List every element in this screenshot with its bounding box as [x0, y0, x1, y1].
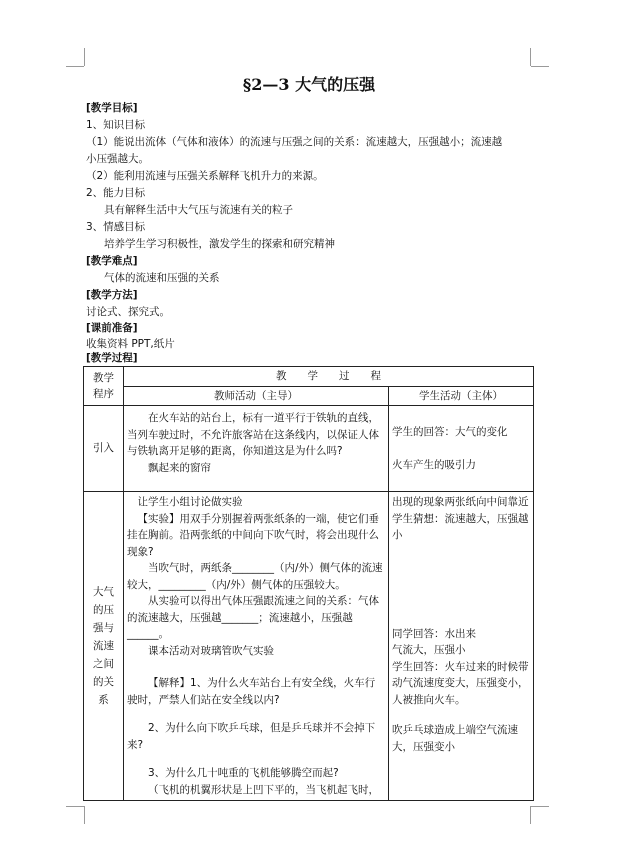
crop-mark-bottom-right-v	[530, 806, 531, 824]
teacher-intro-curtain: 飘起来的窗帘	[148, 461, 211, 474]
program-label-intro: 引入	[93, 442, 114, 455]
objective-knowledge-item-2: （2）能利用流速与压强关系解释飞机升力的来源。	[86, 170, 324, 182]
student-intro-train: 火车产生的吸引力	[392, 458, 476, 471]
section-heading-objectives: [教学目标]	[86, 102, 138, 114]
student-intro-answer: 学生的回答：大气的变化	[392, 426, 508, 438]
student-phenomenon: 出现的现象两张纸向中间靠近	[392, 496, 529, 508]
student-airflow: 气流大，压强小	[392, 644, 466, 656]
crop-mark-bottom-left-v	[84, 806, 85, 824]
objective-ability-heading: 2、能力目标	[86, 187, 146, 199]
table-row	[84, 406, 534, 492]
teacher-intro-question: 在火车站的站台上，标有一道平行于铁轨的直线，当列车驶过时，不允许旅客站在这条线内，以保证人体与铁轨离开足够的距离，你知道这是为什么吗?	[127, 412, 379, 457]
student-cell-relation	[389, 492, 534, 801]
preparation-text: 收集资料 PPT,纸片	[86, 338, 175, 350]
section-heading-preparation: [课前准备]	[86, 322, 138, 334]
objective-knowledge-item-1-cont: 小压强越大。	[86, 153, 149, 165]
teacher-explain-2: 2、为什么向下吹乒乓球，但是乒乓球并不会掉下来?	[127, 722, 376, 751]
student-guess: 学生猜想：流速越大，压强越小	[392, 512, 529, 541]
crop-mark-top-right-h	[531, 66, 549, 67]
program-label-relation: 大气的压强与流速之间的关系	[93, 586, 114, 706]
header-process-label: 教 学 过 程	[276, 370, 381, 382]
teacher-blow-question: 当吹气时，两纸条________（内/外）侧气体的流速较大，_________（内/外）侧气体的压强较大。	[127, 562, 383, 591]
objective-emotion-heading: 3、情感目标	[86, 221, 146, 233]
header-process	[124, 367, 534, 387]
teaching-process-table	[83, 366, 534, 801]
crop-mark-bottom-right-h	[531, 806, 549, 807]
crop-mark-top-right-v	[530, 48, 531, 66]
teacher-experiment: 【实验】用双手分别握着两张纸条的一端，使它们垂挂在胸前。沿两张纸的中间向下吹气时，将会出现什么现象?	[127, 512, 379, 558]
header-student-label: 学生活动（主体）	[419, 389, 503, 402]
teacher-airplane-note: （飞机的机翼形状是上凹下平的，当飞机起飞时，	[148, 783, 379, 796]
section-heading-process: [教学过程]	[86, 352, 138, 364]
teacher-cell-relation	[124, 492, 389, 801]
teacher-glass-tube: 课本活动对玻璃管吹气实验	[148, 644, 274, 657]
difficulty-text: 气体的流速和压强的关系	[104, 272, 220, 284]
program-cell-intro	[84, 406, 124, 492]
header-student	[389, 386, 534, 406]
header-program-label: 教学程序	[93, 371, 114, 400]
header-program	[84, 367, 124, 406]
section-heading-difficulty: [教学难点]	[86, 255, 138, 267]
student-pingpong: 吹乒乓球造成上端空气流速大，压强变小	[392, 724, 518, 753]
program-cell-relation	[84, 492, 124, 801]
table-row	[84, 492, 534, 801]
page-title: §2—3 大气的压强	[242, 75, 376, 94]
student-cell-intro	[389, 406, 534, 492]
table-subheader-row	[84, 386, 534, 406]
crop-mark-top-left-v	[84, 48, 85, 66]
student-water-out: 同学回答：水出来	[392, 627, 476, 640]
header-teacher-label: 教师活动（主导）	[214, 389, 298, 402]
objective-emotion-text: 培养学生学习积极性，激发学生的探索和研究精神	[104, 238, 335, 250]
objective-knowledge-item-1: （1）能说出流体（气体和液体）的流速与压强之间的关系：流速越大，压强越小；流速越	[86, 136, 503, 148]
teacher-group-experiment: 让学生小组讨论做实验	[137, 496, 243, 508]
teacher-explain-3: 3、为什么几十吨重的飞机能够腾空而起?	[148, 767, 339, 779]
crop-mark-bottom-left-h	[66, 806, 84, 807]
teacher-explain-1: 【解释】1、为什么火车站台上有安全线，火车行驶时，严禁人们站在安全线以内?	[127, 677, 376, 706]
teacher-conclusion: 从实验可以得出气体压强跟流速之间的关系：气体的流速越大，压强越_______；流速越小，压强越______。	[127, 595, 379, 640]
objective-knowledge-heading: 1、知识目标	[86, 119, 146, 131]
student-train-answer: 学生回答：火车过来的时候带动气流速度变大，压强变小，人被推向火车。	[392, 660, 529, 706]
crop-mark-top-left-h	[66, 66, 84, 67]
methods-text: 讨论式、探究式。	[86, 306, 170, 318]
table-header-row	[84, 367, 534, 387]
section-heading-methods: [教学方法]	[86, 289, 138, 301]
header-teacher	[124, 386, 389, 406]
teacher-cell-intro	[124, 406, 389, 492]
objective-ability-text: 具有解释生活中大气压与流速有关的粒子	[104, 204, 293, 216]
